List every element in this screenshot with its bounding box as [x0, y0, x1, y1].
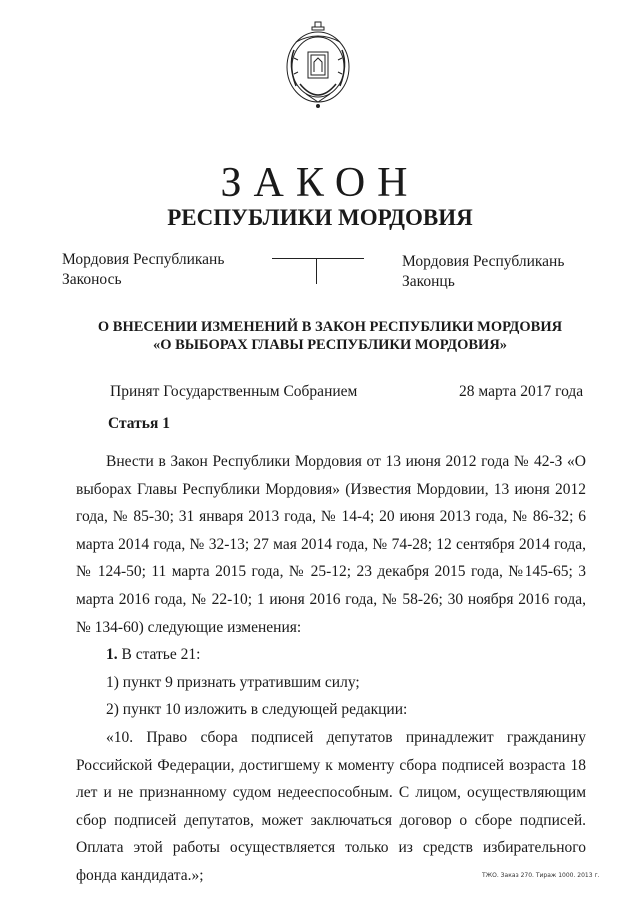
article-body — [76, 448, 586, 890]
adoption-date: 28 марта 2017 года — [459, 383, 584, 400]
left-caption-line1: Мордовия Республикань — [62, 251, 225, 268]
item-1-text: В статье 21: — [121, 646, 201, 664]
article-intro: Внести в Закон Республики Мордовия от 13 июня 2012 года № 42-З «О выборах Главы Республики Мордовия» (Известия Мордовии, 13 июня 2012 года, № 85-30; 31 января 2013 года, № 14-4; 20 июня 2013 года, № 86-32; 6 марта 2014 года, № 32-13; 27 мая 2014 года, № 74-28; 12 сентября 2014 года, № 124-50; 11 марта 2015 года, № 25-12; 23 декабря 2015 года, №145-65; 3 марта 2016 года, № 22-10; 1 июня 2016 года, № 58-26; 30 ноября 2016 года, № 134-60) следующие изменения: — [76, 453, 586, 636]
item-1-number: 1. — [106, 646, 118, 664]
adoption-label: Принят Государственным Собранием — [110, 383, 358, 400]
header-divider — [272, 258, 364, 259]
subject-line2: «О ВЫБОРАХ ГЛАВЫ РЕСПУБЛИКИ МОРДОВИЯ» — [152, 337, 508, 353]
left-caption — [62, 250, 224, 290]
subject-line1: О ВНЕСЕНИИ ИЗМЕНЕНИЙ В ЗАКОН РЕСПУБЛИКИ МОРДОВИЯ — [97, 319, 563, 335]
left-caption-line2: Законось — [62, 271, 122, 288]
right-caption — [402, 252, 564, 292]
document-subtitle: РЕСПУБЛИКИ МОРДОВИЯ — [167, 205, 473, 230]
sub-item-1: 1) пункт 9 признать утратившим силу; — [106, 673, 360, 691]
header-divider-vertical — [316, 258, 317, 284]
print-footer: ТЖО. Заказ 270. Тираж 1000. 2013 г. — [482, 872, 600, 879]
sub-item-2: 2) пункт 10 изложить в следующей редакции: — [106, 701, 408, 719]
coat-of-arms-icon — [278, 20, 358, 110]
right-caption-line1: Мордовия Республикань — [402, 253, 565, 270]
quoted-paragraph: «10. Право сбора подписей депутатов принадлежит гражданину Российской Федерации, достигшему к моменту сбора подписей возраста 18 лет и не признанному судом недееспособным. С лицом, осуществляющим сбор подписей депутатов, может заключаться договор о сборе подписей. Оплата этой работы осуществляется только из средств избирательного фонда кандидата.»; — [76, 728, 586, 884]
item-1 — [76, 641, 586, 669]
law-subject — [60, 318, 600, 354]
right-caption-line2: Законць — [402, 273, 455, 290]
article-title: Статья 1 — [108, 415, 170, 432]
document-title: ЗАКОН — [220, 160, 420, 206]
